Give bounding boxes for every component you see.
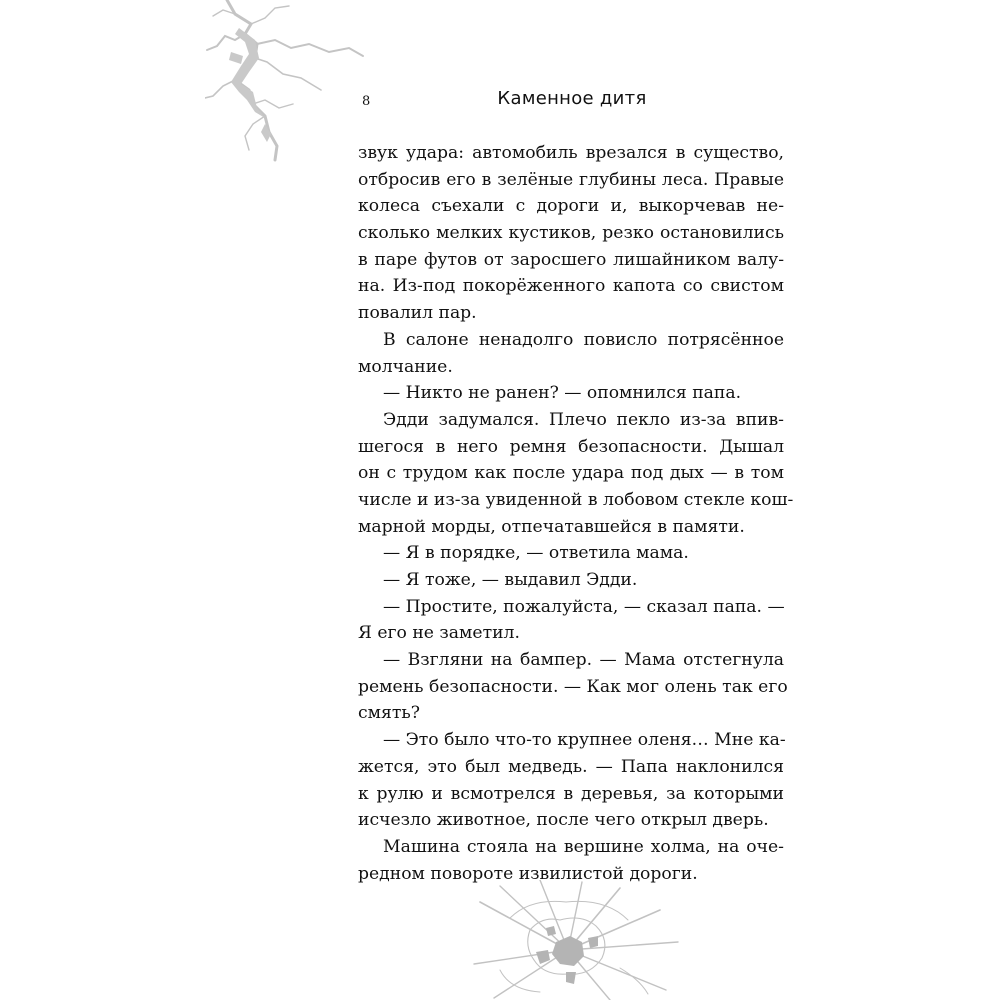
text-line: числе и из-за увиденной в лобовом стекле кош- xyxy=(358,489,794,510)
paragraph xyxy=(358,380,784,407)
paragraph xyxy=(358,140,784,327)
text-line: смять? xyxy=(358,703,420,724)
text-line: — Взгляни на бампер. — Мама отстегнула xyxy=(383,650,784,671)
text-line: — Простите, пожалуйста, — сказал папа. — xyxy=(383,596,785,617)
text-line: — Я тоже, — выдавил Эдди. xyxy=(383,570,638,590)
text-line: — Никто не ранен? — опомнился папа. xyxy=(383,383,742,404)
text-line: — Это было что-то крупнее оленя… Мне ка- xyxy=(383,730,786,751)
text-line: он с трудом как после удара под дых — в том xyxy=(358,463,784,484)
running-title-text: Каменное дитя xyxy=(497,88,647,109)
page-number: 8 xyxy=(362,94,371,109)
shattered-glass-decoration xyxy=(470,880,680,1000)
text-line: сколько мелких кустиков, резко остановились xyxy=(358,223,784,244)
text-line: — Я в порядке, — ответила мама. xyxy=(383,543,689,564)
paragraph xyxy=(358,327,784,380)
text-line: молчание. xyxy=(358,356,453,377)
text-line: отбросив его в зелёные глубины леса. Правые xyxy=(358,169,784,190)
paragraph xyxy=(358,594,784,647)
paragraph xyxy=(358,727,784,834)
text-line: на. Из-под покорёженного капота со свистом xyxy=(358,276,784,297)
body-text xyxy=(358,140,794,887)
running-title xyxy=(0,88,1000,109)
text-line: повалил пар. xyxy=(358,303,477,324)
paragraph xyxy=(358,647,788,727)
paragraph xyxy=(358,540,784,567)
text-line: Машина стояла на вершине холма, на оче- xyxy=(383,836,784,857)
text-line: в паре футов от заросшего лишайником валу- xyxy=(358,249,784,270)
paragraph xyxy=(358,407,794,540)
paragraph xyxy=(358,567,784,594)
text-line: колеса съехали с дороги и, выкорчевав не- xyxy=(358,196,784,217)
text-line: В салоне ненадолго повисло потрясённое xyxy=(383,329,784,350)
text-line: шегося в него ремня безопасности. Дышал xyxy=(358,436,784,457)
text-line: ремень безопасности. — Как мог олень так его xyxy=(358,676,788,697)
text-line: жется, это был медведь. — Папа наклонился xyxy=(358,756,784,777)
text-line: редном повороте извилистой дороги. xyxy=(358,863,698,884)
text-line: марной морды, отпечатавшейся в памяти. xyxy=(358,516,745,537)
text-line: звук удара: автомобиль врезался в существо, xyxy=(358,143,784,163)
text-line: Я его не заметил. xyxy=(358,623,520,644)
text-line: к рулю и всмотрелся в деревья, за которыми xyxy=(358,783,784,804)
text-line: исчезло животное, после чего открыл дверь. xyxy=(358,810,769,831)
text-line: Эдди задумался. Плечо пекло из-за впив- xyxy=(383,409,784,430)
